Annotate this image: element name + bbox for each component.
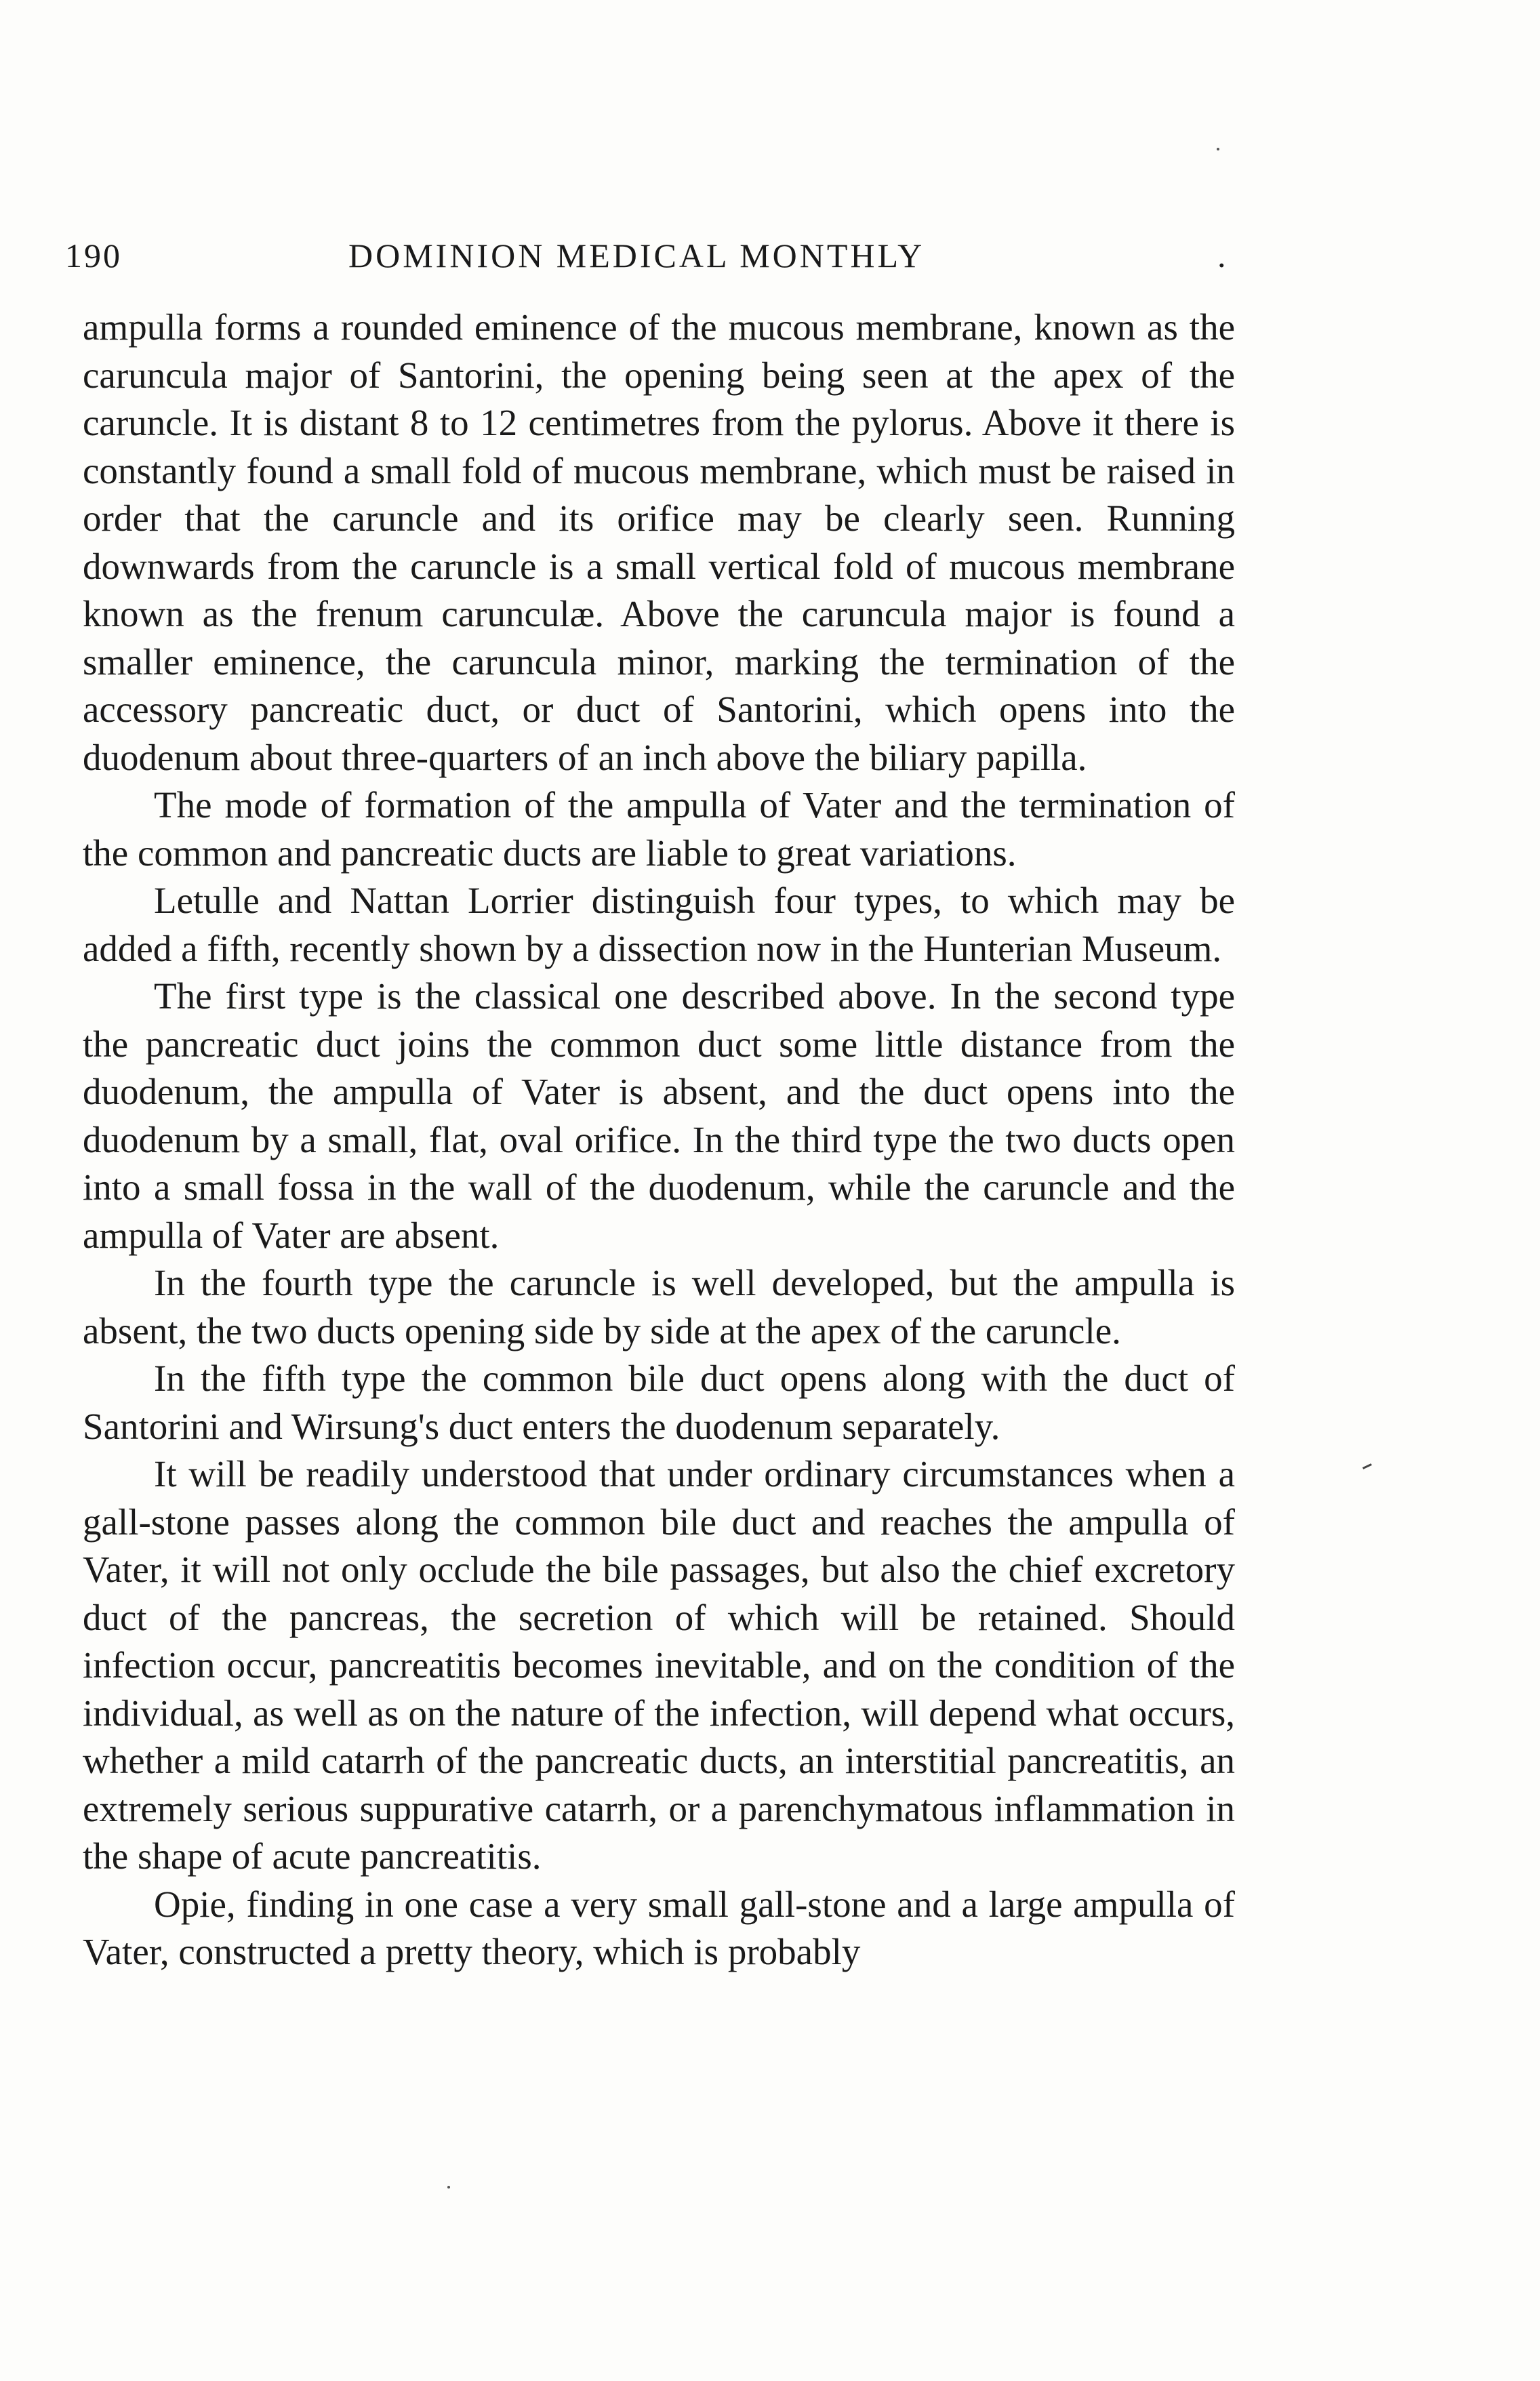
page-header bbox=[65, 236, 1231, 283]
scan-mark bbox=[1362, 1463, 1372, 1469]
paragraph-7: It will be readily understood that under ordinary circumstances when a gall-stone passes along the common bile duct and reaches the ampulla of Vater, it will not only occlude the bile passages, but also the chief excretory duct of the pancreas, the secretion of which will be retained. Should infection occur, pancreatitis becomes inevitable, and on the condition of the individual, as well as on the nature of the infection, will depend what occurs, whether a mild catarrh of the pancreatic ducts, an interstitial pancreatitis, an extremely serious suppurative catarrh, or a parenchymatous inflammation in the shape of acute pancreatitis. bbox=[83, 1453, 1235, 1877]
running-title: DOMINION MEDICAL MONTHLY bbox=[348, 237, 925, 274]
paragraph-5: In the fourth type the caruncle is well developed, but the ampulla is absent, the two ducts opening side by side at the apex of the caruncle. bbox=[83, 1262, 1235, 1351]
body-text bbox=[83, 304, 1235, 1976]
paragraph-6: In the fifth type the common bile duct opens along with the duct of Santorini and Wirsung's duct enters the duodenum separately. bbox=[83, 1358, 1235, 1447]
paragraph-1: ampulla forms a rounded eminence of the mucous membrane, known as the caruncula major of Santorini, the opening being seen at the apex of the caruncle. It is distant 8 to 12 centimetres from the pylorus. Above it there is constantly found a small fold of mucous membrane, which must be raised in order that the caruncle and its orifice may be clearly seen. Running downwards from the caruncle is a small vertical fold of mucous membrane known as the frenum carunculæ. Above the caruncula major is found a smaller eminence, the caruncula minor, marking the termination of the accessory pancreatic duct, or duct of Santorini, which opens into the duodenum about three-quarters of an inch above the biliary papilla. bbox=[83, 306, 1235, 778]
paragraph-8: Opie, finding in one case a very small gall-stone and a large ampulla of Vater, constructed a pretty theory, which is probably bbox=[83, 1883, 1235, 1972]
paragraph-4: The first type is the classical one described above. In the second type the pancreatic duct joins the common duct some little distance from the duodenum, the ampulla of Vater is absent, and the duct opens into the duodenum by a small, flat, oval orifice. In the third type the two ducts open into a small fossa in the wall of the duodenum, while the caruncle and the ampulla of Vater are absent. bbox=[83, 975, 1235, 1256]
paragraph-2: The mode of formation of the ampulla of Vater and the termination of the common and pancreatic ducts are liable to great variations. bbox=[83, 784, 1235, 874]
page-number: 190 bbox=[65, 237, 122, 274]
scan-speck bbox=[1217, 148, 1219, 150]
scan-speck bbox=[447, 2186, 450, 2189]
paragraph-3: Letulle and Nattan Lorrier distinguish four types, to which may be added a fifth, recently shown by a dissection now in the Hunterian Museum. bbox=[83, 880, 1235, 969]
header-trailing-mark: . bbox=[1217, 237, 1228, 274]
